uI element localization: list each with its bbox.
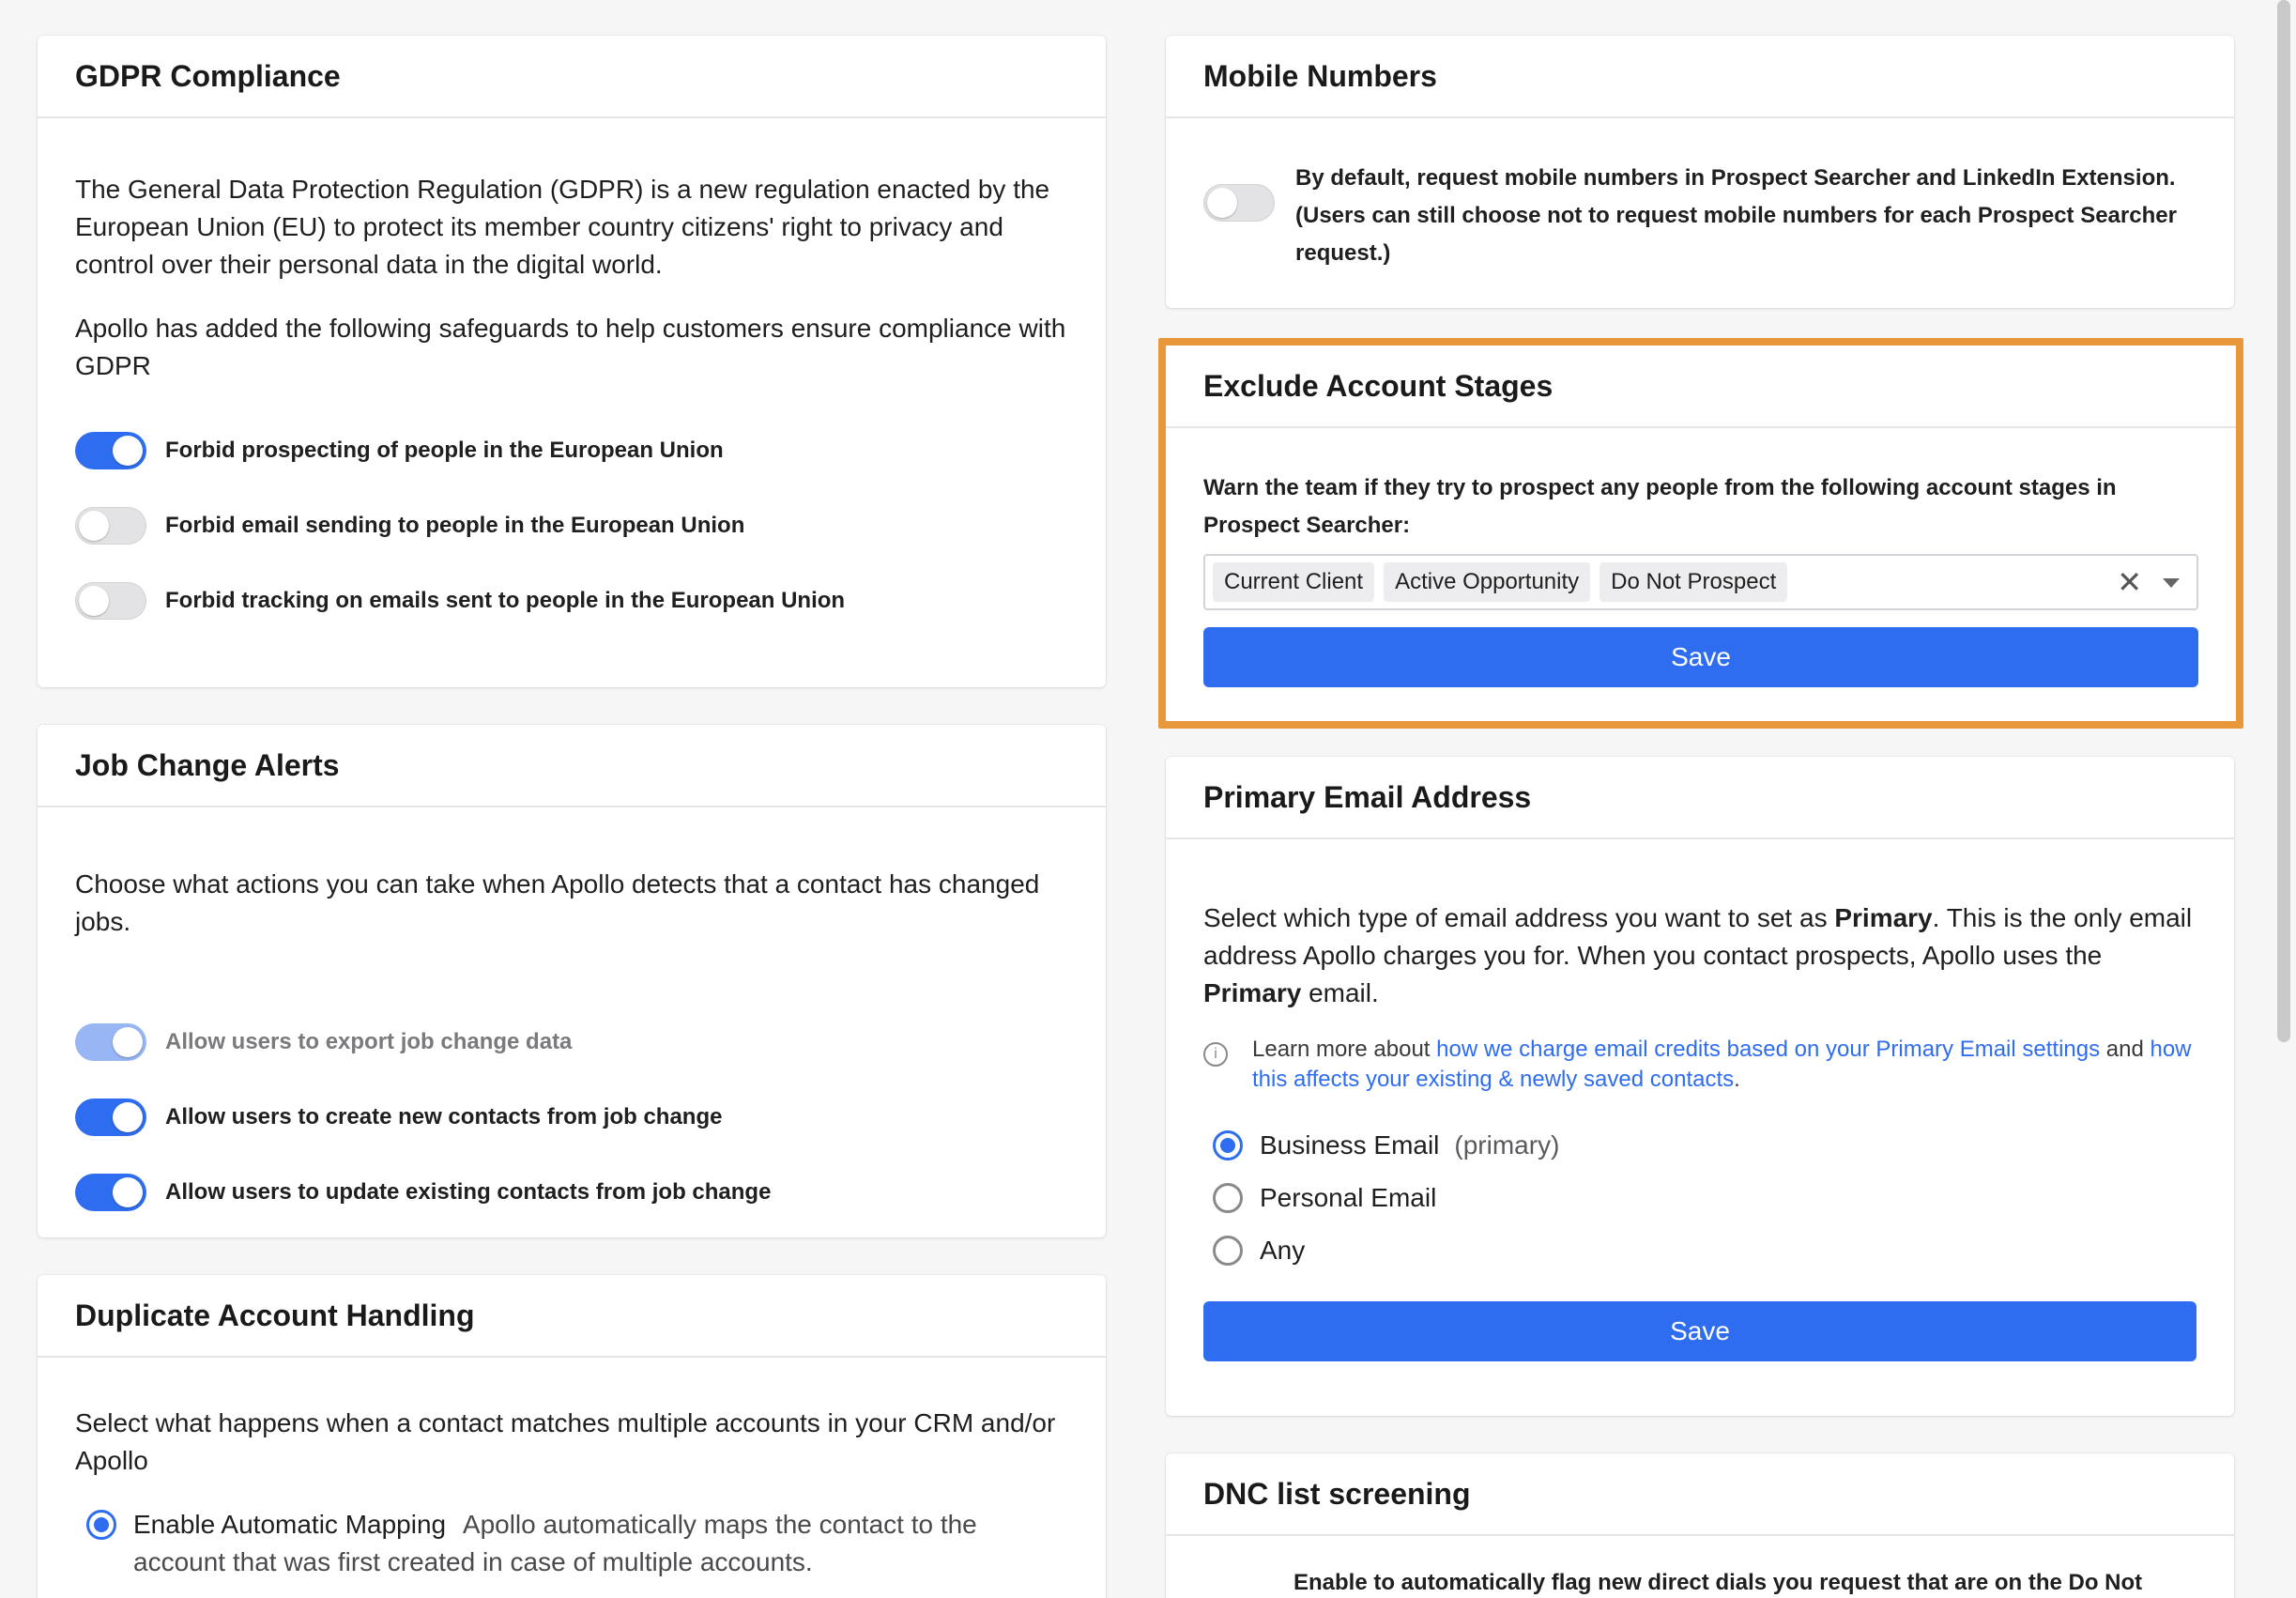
account-stages-multiselect[interactable] [1203,554,2198,610]
stage-chip-do-not-prospect[interactable]: Do Not Prospect [1600,562,1787,602]
personal-email-radio[interactable] [1213,1183,1243,1213]
personal-email-label: Personal Email [1260,1183,1437,1212]
saved-contacts-link[interactable]: how this affects your existing & newly saved contacts [1252,1037,2192,1092]
email-credits-link[interactable]: how we charge email credits based on your Primary Email settings [1436,1037,2101,1062]
any-email-label: Any [1260,1236,1306,1265]
job-change-card [38,725,1106,1237]
chevron-down-icon[interactable] [2163,578,2180,588]
radio-row-any [1213,1224,2197,1277]
request-mobile-numbers-toggle[interactable] [1203,184,1275,222]
business-email-primary-tag: (primary) [1454,1130,1560,1160]
job-change-toggle-row-export [75,1005,1068,1080]
update-contacts-label: Allow users to update existing contacts from job change [165,1179,772,1205]
export-job-change-toggle[interactable] [75,1023,146,1061]
job-change-toggle-row-update [75,1155,1068,1230]
gdpr-toggle-row-email [75,488,1068,563]
automatic-mapping-option [133,1506,1068,1581]
gdpr-safeguards-intro: Apollo has added the following safeguards to help customers ensure compliance with GDPR [75,314,1066,380]
primary-email-description [1203,899,2198,1012]
forbid-tracking-toggle[interactable] [75,582,146,620]
info-prefix: Learn more about [1252,1037,1437,1062]
mobile-numbers-description: By default, request mobile numbers in Prospect Searcher and LinkedIn Extension. (Users can still choose not to request mobile numbers for each Prospect Searcher request.) [1295,165,2177,266]
duplicate-account-title: Duplicate Account Handling [38,1275,1106,1358]
primary-email-info-text [1252,1035,2197,1095]
forbid-tracking-label: Forbid tracking on emails sent to people in the European Union [165,588,846,613]
info-icon: i [1203,1042,1228,1067]
mobile-numbers-card [1166,36,2234,308]
automatic-mapping-radio[interactable] [86,1510,116,1540]
radio-row-business-email [1213,1119,2197,1172]
automatic-mapping-description: Apollo automatically maps the contact to the account that was first created in case of multiple accounts. [133,1510,977,1576]
primary-email-save-button[interactable]: Save [1203,1301,2197,1361]
any-email-radio[interactable] [1213,1236,1243,1266]
duplicate-account-description: Select what happens when a contact matches multiple accounts in your CRM and/or Apollo [75,1408,1056,1475]
gdpr-toggle-row-tracking [75,563,1068,638]
gdpr-title: GDPR Compliance [38,36,1106,118]
mobile-numbers-title: Mobile Numbers [1166,36,2234,118]
info-suffix: . [1734,1067,1740,1092]
business-email-radio[interactable] [1213,1130,1243,1160]
job-change-title: Job Change Alerts [38,725,1106,807]
primary-email-text-2: . This is the only email address Apollo charges you for. When you contact prospects, Apollo uses the [1203,903,2193,970]
primary-email-text-1: Select which type of email address you want to set as [1203,903,1835,932]
forbid-prospecting-label: Forbid prospecting of people in the European Union [165,438,724,463]
clear-selection-icon[interactable]: ✕ [2117,565,2142,599]
stage-chip-active-opportunity[interactable]: Active Opportunity [1384,562,1590,602]
info-mid: and [2100,1037,2151,1062]
create-contacts-toggle[interactable] [75,1099,146,1136]
dnc-screening-card [1166,1453,2234,1598]
job-change-toggle-row-create [75,1080,1068,1155]
forbid-prospecting-toggle[interactable] [75,432,146,469]
duplicate-account-card [38,1275,1106,1598]
exclude-stages-save-button[interactable]: Save [1203,627,2198,687]
exclude-account-stages-title: Exclude Account Stages [1166,346,2236,428]
radio-row-personal-email [1213,1172,2197,1224]
export-job-change-label: Allow users to export job change data [165,1029,573,1054]
business-email-label: Business Email [1260,1130,1440,1160]
gdpr-description: The General Data Protection Regulation (GDPR) is a new regulation enacted by the European Union (EU) to protect its member country citizens' right to privacy and control over their personal data in the digital world. [75,175,1050,279]
primary-email-bold-1: Primary [1834,903,1933,932]
stage-chip-current-client[interactable]: Current Client [1213,562,1374,602]
primary-email-info [1203,1035,2197,1095]
exclude-account-stages-description: Warn the team if they try to prospect any people from the following account stages in Prospect Searcher: [1203,475,2117,538]
update-contacts-toggle[interactable] [75,1174,146,1211]
job-change-description: Choose what actions you can take when Apollo detects that a contact has changed jobs. [75,869,1040,936]
automatic-mapping-label: Enable Automatic Mapping [133,1510,447,1539]
exclude-account-stages-card [1166,346,2236,721]
forbid-email-sending-label: Forbid email sending to people in the European Union [165,513,745,538]
primary-email-title: Primary Email Address [1166,757,2234,839]
dnc-screening-description: Enable to automatically flag new direct dials you request that are on the Do Not [1293,1570,2143,1595]
create-contacts-label: Allow users to create new contacts from job change [165,1104,723,1129]
gdpr-toggle-row-prospecting [75,413,1068,488]
primary-email-bold-2: Primary [1203,978,1302,1007]
primary-email-card [1166,757,2234,1416]
forbid-email-sending-toggle[interactable] [75,507,146,545]
primary-email-text-3: email. [1301,978,1379,1007]
dnc-screening-title: DNC list screening [1166,1453,2234,1536]
page-scrollbar[interactable] [2277,0,2290,1042]
gdpr-card [38,36,1106,687]
